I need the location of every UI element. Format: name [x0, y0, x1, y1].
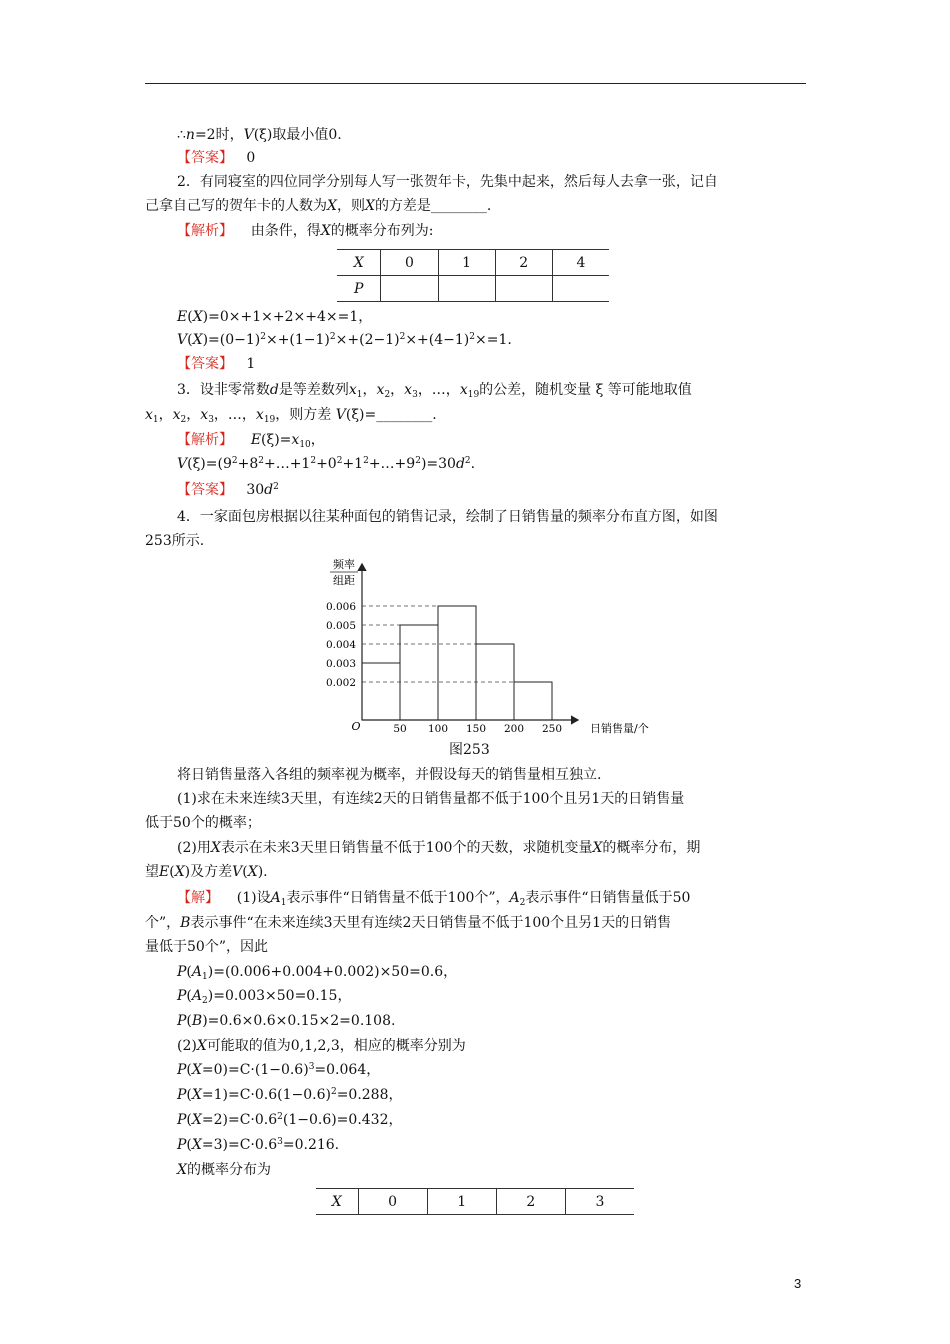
- x-tick-label: 50: [393, 723, 407, 735]
- table-cell: 1: [438, 250, 495, 276]
- answer-3: 【答案】 $30d^2$: [177, 482, 279, 498]
- distribution-table-1: [337, 249, 609, 302]
- analysis-tag: 【解析】: [177, 223, 233, 239]
- x-distribution-line: X的概率分布为: [177, 1162, 271, 1178]
- question-4-line2: 253所示.: [145, 533, 205, 549]
- prob-b: P(B)=0.6×0.6×0.15×2=0.108.: [177, 1013, 396, 1029]
- paragraph-2-line2: 低于50个的概率；: [145, 815, 261, 831]
- table-cell: X: [337, 250, 381, 276]
- x-values-line: (2)X可能取的值为0,1,2,3，相应的概率分别为: [177, 1038, 466, 1054]
- answer-value: 1: [246, 356, 256, 372]
- analysis-tag: 【解析】: [177, 432, 233, 448]
- x-axis-label: 日销售量/个: [590, 722, 649, 735]
- table-row: [337, 276, 609, 302]
- prob-x2: $P(X=2)=C\cdot 0.6^2(1-0.6)=0.432$，: [177, 1112, 403, 1128]
- origin-label: O: [351, 720, 361, 733]
- x-tick-label: 150: [465, 723, 487, 735]
- solution-line2: 个”，B表示事件“在未来连续3天里有连续2天日销售量不低于100个且另1天的日销售: [145, 915, 672, 931]
- answer-2: [177, 354, 255, 374]
- paragraph-1: 将日销售量落入各组的频率视为概率，并假设每天的销售量相互独立.: [177, 767, 602, 783]
- prob-a2: $P(A_2)=0.003\times 50=0.15$，: [177, 988, 352, 1006]
- histogram-bar: [438, 606, 476, 720]
- answer-tag: 【答案】: [177, 150, 233, 166]
- table-cell: [552, 276, 609, 302]
- chart-axes: [362, 564, 578, 720]
- y-tick-label: 0.006: [325, 601, 356, 613]
- prob-x1: $P(X=1)=C\cdot 0.6(1-0.6)^2=0.288$，: [177, 1087, 403, 1103]
- table-row: [316, 1189, 634, 1215]
- prob-x3: $P(X=3)=C\cdot 0.6^3=0.216$.: [177, 1137, 340, 1153]
- variance-2: $V(X)=(0-1)^2\times+(1-1)^2\times+(2-1)^2\times+(4-1)^2\times=1$.: [177, 332, 512, 348]
- solution-line1: 【解】 (1)设$A_1$表示事件“日销售量不低于100个”，$A_2$表示事件“日销售量低于50: [177, 890, 691, 908]
- x-tick-label: 250: [541, 723, 563, 735]
- histogram-bar: [400, 625, 438, 720]
- table-cell: X: [316, 1189, 358, 1215]
- question-4-line1: 4．一家面包房根据以往某种面包的销售记录，绘制了日销售量的频率分布直方图，如图: [177, 509, 718, 525]
- answer-1: [177, 148, 255, 168]
- y-label-bottom: 组距: [333, 574, 355, 587]
- table-cell: 3: [565, 1189, 634, 1215]
- line-n-min: ∴n=2时，V(ξ)取最小值0.: [177, 127, 342, 143]
- variance-3: $V(\xi)=(9^2+8^2+\dots+1^2+0^2+1^2+\dots+9^2)=30d^2$.: [177, 456, 476, 472]
- answer-tag: 【答案】: [177, 482, 233, 498]
- histogram-bar: [362, 663, 400, 720]
- y-tick-label: 0.003: [325, 658, 356, 670]
- table-row: [337, 250, 609, 276]
- question-3-line1: 3．设非零常数d是等差数列$x_1$，$x_2$，$x_3$，…，$x_{19}$的公差，随机变量 ξ 等可能地取值: [177, 382, 692, 400]
- distribution-table-2: [316, 1188, 634, 1215]
- histogram-chart: [318, 552, 670, 738]
- table-cell: [381, 276, 438, 302]
- analysis-2: 【解析】 由条件，得X的概率分布列为:: [177, 223, 434, 239]
- x-tick-label: 100: [427, 723, 449, 735]
- question-2-line2: 己拿自己写的贺年卡的人数为X，则X的方差是________.: [145, 198, 492, 214]
- paragraph-3-line1: (2)用X表示在未来3天里日销售量不低于100个的天数，求随机变量X的概率分布，期: [177, 840, 701, 856]
- solution-line3: 量低于50个”，因此: [145, 939, 268, 955]
- answer-value: 0: [246, 150, 256, 166]
- table-cell: [495, 276, 552, 302]
- table-cell: 4: [552, 250, 609, 276]
- table-cell: 2: [495, 250, 552, 276]
- paragraph-2-line1: (1)求在未来连续3天里，有连续2天的日销售量都不低于100个且另1天的日销售量: [177, 791, 685, 807]
- question-2-line1: 2．有同寝室的四位同学分别每人写一张贺年卡，先集中起来，然后每人去拿一张，记自: [177, 174, 718, 190]
- paragraph-3-line2: 望E(X)及方差V(X).: [145, 864, 268, 880]
- solution-tag: 【解】: [177, 890, 219, 906]
- figure-caption: 图253: [449, 742, 490, 758]
- y-tick-label: 0.002: [325, 677, 356, 689]
- table-cell: 0: [381, 250, 438, 276]
- question-3-line2: $x_1$，$x_2$，$x_3$，…，$x_{19}$，则方差 V(ξ)=________.: [145, 407, 437, 425]
- x-tick-label: 200: [503, 723, 525, 735]
- table-cell: 1: [427, 1189, 496, 1215]
- prob-a1: $P(A_1)=(0.006+0.004+0.002)\times 50=0.6$，: [177, 964, 458, 982]
- table-cell: 0: [358, 1189, 427, 1215]
- header-rule: [145, 83, 806, 84]
- y-tick-label: 0.005: [325, 620, 356, 632]
- analysis-3: 【解析】 $E(\xi)=x_{10}$，: [177, 432, 325, 450]
- expectation-2: E(X)=0×+1×+2×+4×=1，: [177, 309, 373, 325]
- prob-x0: $P(X=0)=C\cdot(1-0.6)^3=0.064$，: [177, 1062, 381, 1078]
- table-cell: 2: [496, 1189, 565, 1215]
- y-label-top: 频率: [333, 558, 355, 571]
- histogram-bar: [514, 682, 552, 720]
- y-tick-label: 0.004: [325, 639, 356, 651]
- table-cell: P: [337, 276, 381, 302]
- answer-tag: 【答案】: [177, 356, 233, 372]
- page-number: 3: [794, 1276, 802, 1291]
- table-cell: [438, 276, 495, 302]
